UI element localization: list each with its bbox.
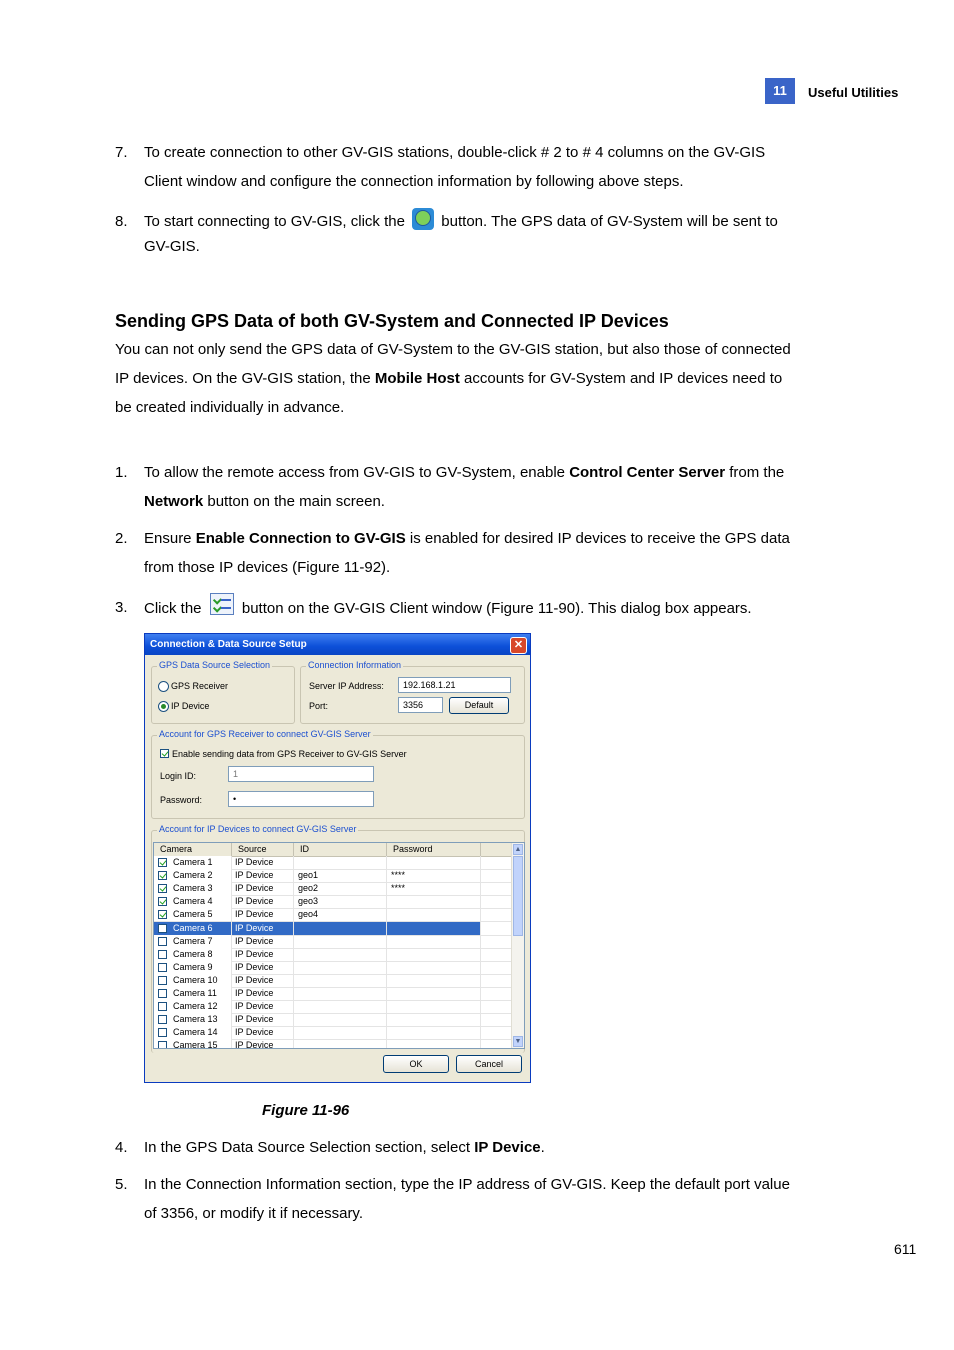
table-row[interactable] [154, 961, 512, 975]
cell-camera [154, 974, 232, 987]
cell-id [294, 948, 387, 961]
cell-empty [481, 987, 512, 1000]
page-number: 611 [894, 1241, 917, 1257]
col-camera[interactable]: Camera [154, 843, 232, 856]
cell-camera [154, 1000, 232, 1013]
s4-bold: IP Device [474, 1139, 541, 1156]
step-number: 4. [115, 1139, 128, 1156]
row-checkbox[interactable] [158, 1028, 167, 1037]
cell-empty [481, 1026, 512, 1039]
login-id-input[interactable]: 1 [228, 766, 374, 782]
row-checkbox[interactable] [158, 1015, 167, 1024]
table-row[interactable] [154, 1000, 512, 1014]
chapter-number: 11 [765, 78, 795, 104]
cell-password [387, 1039, 481, 1049]
cell-empty [481, 1013, 512, 1026]
cell-camera [154, 1039, 232, 1049]
camera-name: Camera 14 [173, 1027, 218, 1038]
s1-mid: from the [729, 464, 785, 481]
scroll-thumb[interactable] [513, 856, 523, 936]
cell-camera [154, 948, 232, 961]
port-input[interactable]: 3356 [398, 697, 443, 713]
cell-source: IP Device [232, 922, 294, 935]
cell-camera [154, 1013, 232, 1026]
step-number: 1. [115, 464, 128, 481]
cell-id [294, 922, 387, 935]
enable-sending-label: Enable sending data from GPS Receiver to GV-GIS Server [172, 749, 407, 759]
cell-password: **** [387, 869, 481, 882]
col-id[interactable]: ID [294, 843, 387, 856]
s1-post: button on the main screen. [207, 493, 385, 510]
cell-password [387, 987, 481, 1000]
cell-camera [154, 908, 232, 921]
chapter-title: Useful Utilities [808, 85, 899, 100]
source-group [151, 660, 295, 724]
cell-password [387, 935, 481, 948]
cell-source: IP Device [232, 908, 294, 921]
row-checkbox[interactable] [158, 963, 167, 972]
cell-source: IP Device [232, 935, 294, 948]
connection-group [300, 660, 525, 724]
table-row[interactable] [154, 987, 512, 1001]
s1-bold-ccs: Control Center Server [569, 464, 726, 481]
cell-empty [481, 948, 512, 961]
cell-source: IP Device [232, 856, 294, 869]
camera-name: Camera 1 [173, 857, 213, 867]
camera-name: Camera 10 [173, 974, 218, 985]
section-heading: Sending GPS Data of both GV-System and Connected IP Devices [115, 311, 669, 331]
table-row[interactable] [154, 935, 512, 949]
row-checkbox[interactable] [158, 884, 167, 893]
step-3-line-1 [144, 593, 752, 623]
cell-source: IP Device [232, 987, 294, 1000]
cell-id: geo3 [294, 895, 387, 908]
step-1-line-2 [144, 487, 385, 516]
camera-name: Camera 5 [173, 909, 213, 920]
table-row[interactable] [154, 908, 512, 922]
step-number: 8. [115, 213, 128, 230]
cell-source: IP Device [232, 961, 294, 974]
s4-post: . [540, 1139, 545, 1156]
connection-group-label: Connection Information [308, 660, 402, 670]
para-bold-mobile-host: Mobile Host [374, 370, 460, 387]
cell-source: IP Device [232, 1000, 294, 1013]
cell-password [387, 1000, 481, 1013]
cell-source: IP Device [232, 869, 294, 882]
step-8-line-2: GV-GIS. [144, 238, 200, 255]
cell-source: IP Device [232, 948, 294, 961]
col-source[interactable]: Source [232, 843, 294, 856]
cell-camera [154, 895, 232, 908]
cancel-button[interactable]: Cancel [456, 1055, 522, 1073]
section-para-line-2 [115, 364, 782, 393]
camera-name: Camera 9 [173, 961, 213, 972]
cell-camera [154, 869, 232, 882]
cell-camera [154, 1026, 232, 1039]
cell-password [387, 856, 481, 869]
cell-empty [481, 895, 512, 908]
table-row[interactable] [154, 869, 512, 883]
para-post: accounts for GV-System and IP devices need to [464, 370, 783, 387]
ip-devices-table [153, 842, 525, 1049]
cell-password [387, 961, 481, 974]
cell-password: **** [387, 882, 481, 895]
row-checkbox[interactable] [158, 924, 167, 933]
row-checkbox[interactable] [158, 950, 167, 959]
s2-post: is enabled for desired IP devices to receive the GPS data [409, 530, 790, 547]
cell-id: geo1 [294, 869, 387, 882]
cell-id [294, 856, 387, 869]
cell-empty [481, 1000, 512, 1013]
cell-camera [154, 935, 232, 948]
step-1-line-1 [144, 458, 784, 487]
table-row[interactable] [154, 1026, 512, 1040]
scroll-down-icon[interactable]: ▼ [514, 1038, 522, 1045]
cell-camera [154, 987, 232, 1000]
cell-camera [154, 882, 232, 895]
camera-name: Camera 2 [173, 870, 213, 881]
table-header [154, 843, 512, 857]
cell-empty [481, 1039, 512, 1049]
cell-id [294, 987, 387, 1000]
cell-password [387, 1026, 481, 1039]
row-checkbox[interactable] [158, 937, 167, 946]
enable-sending-checkbox[interactable] [160, 749, 169, 758]
radio-gps-receiver[interactable] [158, 681, 169, 692]
cell-empty [481, 935, 512, 948]
step-8-line-1 [144, 207, 778, 236]
table-row[interactable] [154, 974, 512, 988]
cell-id [294, 935, 387, 948]
camera-name: Camera 12 [173, 1001, 218, 1012]
cell-source: IP Device [232, 1026, 294, 1039]
step-number: 2. [115, 530, 128, 547]
password-input[interactable]: • [228, 791, 374, 807]
receiver-account-group [151, 729, 525, 819]
cell-source: IP Device [232, 895, 294, 908]
cell-password [387, 948, 481, 961]
step-number: 3. [115, 599, 128, 616]
step-7-line-1: To create connection to other GV-GIS stations, double-click # 2 to # 4 columns on the GV-GIS [144, 144, 766, 161]
step-5-line-2: of 3356, or modify it if necessary. [144, 1205, 363, 1222]
step-4-line-1 [144, 1133, 545, 1162]
row-checkbox[interactable] [158, 1041, 167, 1049]
dialog-title: Connection & Data Source Setup [145, 634, 530, 655]
cell-id: geo2 [294, 882, 387, 895]
figure-caption: Figure 11-96 [262, 1102, 350, 1119]
cell-id: geo4 [294, 908, 387, 921]
table-row[interactable] [154, 882, 512, 896]
col-password[interactable]: Password [387, 843, 481, 856]
ok-button[interactable]: OK [383, 1055, 449, 1073]
cell-camera [154, 856, 232, 869]
checklist-icon [210, 593, 234, 615]
table-row[interactable] [154, 922, 512, 936]
cell-camera [154, 961, 232, 974]
cell-source: IP Device [232, 1013, 294, 1026]
table-row[interactable] [154, 1013, 512, 1027]
cell-id [294, 1026, 387, 1039]
cell-empty [481, 961, 512, 974]
radio-ip-device[interactable] [158, 701, 169, 712]
source-group-label: GPS Data Source Selection [159, 660, 271, 670]
cell-empty [481, 908, 512, 921]
cell-password [387, 922, 481, 935]
s4-pre: In the GPS Data Source Selection section, select [144, 1139, 471, 1156]
row-checkbox[interactable] [158, 989, 167, 998]
step-5-line-1: In the Connection Information section, type the IP address of GV-GIS. Keep the default port value [144, 1176, 790, 1193]
camera-name: Camera 15 [173, 1040, 218, 1049]
section-para-line-1: You can not only send the GPS data of GV-System to the GV-GIS station, but also those of connected [115, 341, 791, 358]
section-para-line-3: be created individually in advance. [115, 399, 345, 416]
step-2-line-2: from those IP devices (Figure 11-92). [144, 559, 391, 576]
cell-empty [481, 922, 512, 935]
step-7-line-2: Client window and configure the connection information by following above steps. [144, 173, 684, 190]
cell-id [294, 1013, 387, 1026]
camera-name: Camera 13 [173, 1014, 218, 1025]
cell-password [387, 895, 481, 908]
password-label: Password: [160, 795, 203, 805]
connection-setup-dialog [144, 633, 531, 1083]
camera-name: Camera 3 [173, 883, 213, 894]
row-checkbox[interactable] [158, 871, 167, 880]
s1-bold-network: Network [144, 493, 204, 510]
camera-name: Camera 11 [173, 988, 217, 998]
s3-pre: Click the [144, 600, 202, 617]
step-8-post: button. The GPS data of GV-System will be sent to [441, 213, 778, 230]
cell-source: IP Device [232, 882, 294, 895]
camera-name: Camera 7 [173, 935, 213, 946]
ip-devices-group-label: Account for IP Devices to connect GV-GIS Server [159, 824, 357, 834]
server-ip-label: Server IP Address: [309, 681, 384, 691]
camera-name: Camera 4 [173, 896, 213, 907]
row-checkbox[interactable] [158, 858, 167, 867]
cell-password [387, 908, 481, 921]
s3-post: button on the GV-GIS Client window (Figure 11-90). This dialog box appears. [241, 600, 752, 617]
receiver-account-label: Account for GPS Receiver to connect GV-GIS Server [159, 729, 371, 739]
radio-ip-device-label: IP Device [171, 701, 210, 711]
port-label: Port: [309, 701, 329, 711]
cell-password [387, 1013, 481, 1026]
row-checkbox[interactable] [158, 910, 167, 919]
s2-pre: Ensure [144, 530, 192, 547]
cell-camera [154, 922, 232, 935]
para-pre: IP devices. On the GV-GIS station, the [115, 370, 371, 387]
table-row[interactable] [154, 895, 512, 909]
cell-empty [481, 974, 512, 987]
vertical-scrollbar[interactable] [511, 843, 524, 1048]
row-checkbox[interactable] [158, 1002, 167, 1011]
step-number: 7. [115, 144, 128, 161]
step-8-pre: To start connecting to GV-GIS, click the [144, 213, 405, 230]
camera-name: Camera 8 [173, 948, 213, 959]
cell-source: IP Device [232, 974, 294, 987]
radio-gps-receiver-label: GPS Receiver [171, 681, 229, 691]
s2-bold: Enable Connection to GV-GIS [195, 530, 406, 547]
cell-id [294, 1039, 387, 1049]
cell-id [294, 961, 387, 974]
login-id-label: Login ID: [160, 771, 197, 781]
close-icon[interactable]: ✕ [510, 637, 527, 654]
s1-pre: To allow the remote access from GV-GIS to GV-System, enable [144, 464, 566, 481]
table-row[interactable] [154, 948, 512, 962]
step-number: 5. [115, 1176, 128, 1193]
step-2-line-1 [144, 524, 790, 553]
scroll-up-icon[interactable]: ▲ [514, 846, 522, 853]
camera-name: Camera 6 [173, 922, 213, 933]
cell-empty [481, 882, 512, 895]
cell-password [387, 974, 481, 987]
cell-id [294, 1000, 387, 1013]
table-row[interactable] [154, 1039, 512, 1049]
table-row[interactable] [154, 856, 512, 870]
server-ip-input[interactable]: 192.168.1.21 [398, 677, 511, 693]
cell-empty [481, 869, 512, 882]
cell-id [294, 974, 387, 987]
cell-empty [481, 856, 512, 869]
cell-source: IP Device [232, 1039, 294, 1049]
connect-globe-icon [412, 208, 434, 230]
row-checkbox[interactable] [158, 897, 167, 906]
default-button[interactable]: Default [449, 697, 509, 714]
row-checkbox[interactable] [158, 976, 167, 985]
